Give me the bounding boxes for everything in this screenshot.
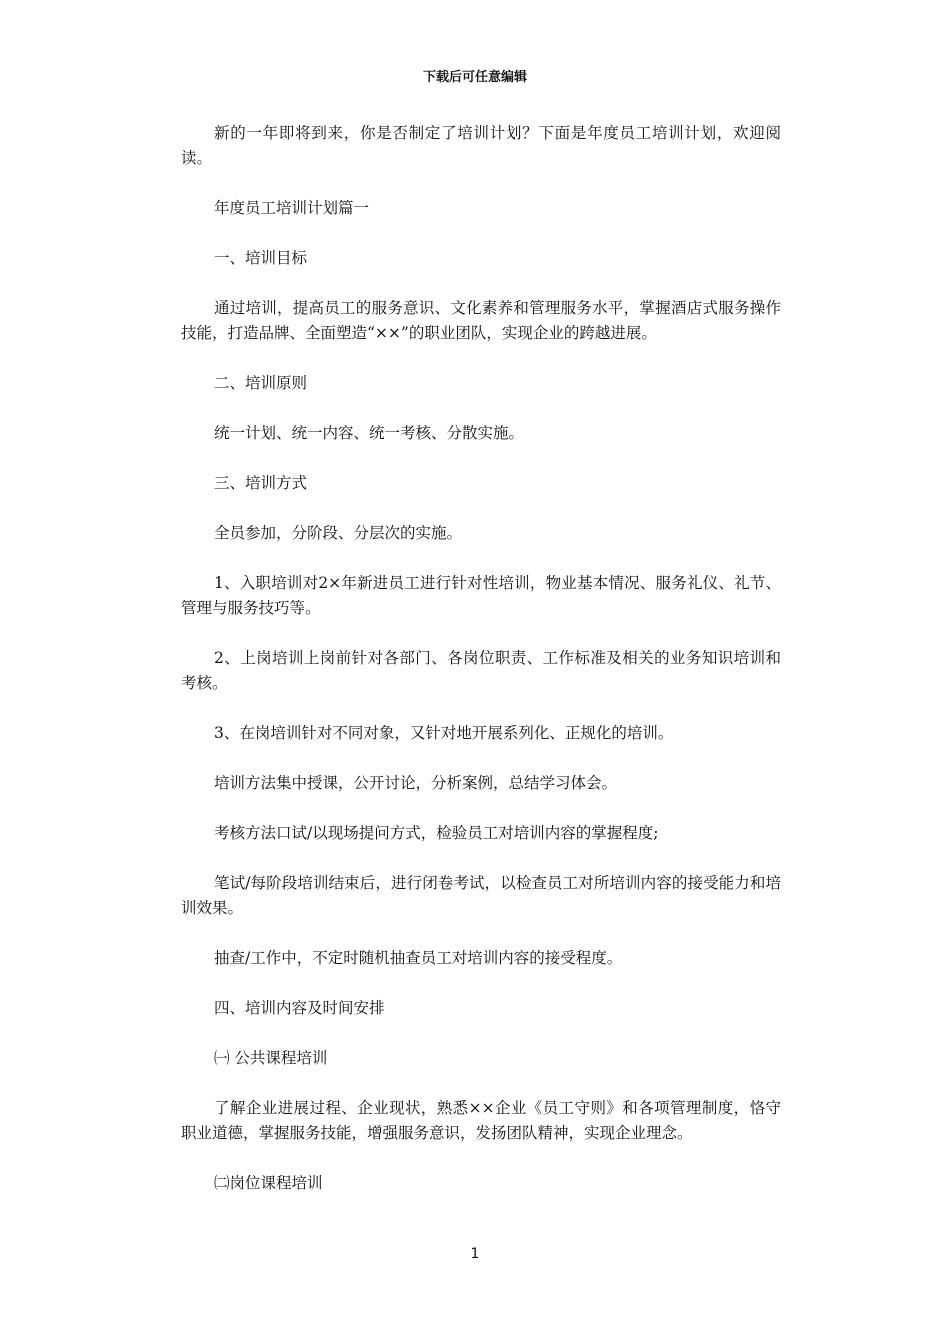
assessment-written-paragraph: 笔试/每阶段培训结束后，进行闭卷考试，以检查员工对所培训内容的接受能力和培训效果。 (181, 874, 781, 917)
section-heading-principles: 二、培训原则 (214, 374, 308, 392)
section-heading-content-schedule: 四、培训内容及时间安排 (214, 999, 385, 1017)
methods-paragraph: 全员参加，分阶段、分层次的实施。 (214, 524, 463, 542)
subheading-public-courses: ㈠ 公共课程培训 (214, 1049, 328, 1067)
principles-paragraph: 统一计划、统一内容、统一考核、分散实施。 (214, 424, 525, 442)
training-method-paragraph: 培训方法集中授课，公开讨论，分析案例，总结学习体会。 (214, 774, 618, 792)
assessment-spot-check-paragraph: 抽查/工作中，不定时随机抽查员工对培训内容的接受程度。 (214, 949, 623, 967)
subheading-position-courses: ㈡岗位课程培训 (214, 1174, 323, 1192)
assessment-oral-paragraph: 考核方法口试/以现场提问方式，检验员工对培训内容的掌握程度; (214, 824, 659, 842)
page-number: 1 (470, 1246, 480, 1262)
section-heading-methods: 三、培训方式 (214, 474, 308, 492)
plan-title: 年度员工培训计划篇一 (214, 199, 370, 217)
public-courses-paragraph: 了解企业进展过程、企业现状，熟悉××企业《员工守则》和各项管理制度，恪守职业道德，掌握服务技能，增强服务意识，发扬团队精神，实现企业理念。 (181, 1099, 781, 1142)
list-item-onboarding: 1、入职培训对2×年新进员工进行针对性培训，物业基本情况、服务礼仪、礼节、管理与服务技巧等。 (181, 574, 781, 617)
list-item-pre-job: 2、上岗培训上岗前针对各部门、各岗位职责、工作标准及相关的业务知识培训和考核。 (181, 649, 781, 692)
intro-paragraph: 新的一年即将到来，你是否制定了培训计划？下面是年度员工培训计划，欢迎阅读。 (181, 124, 781, 167)
goals-paragraph: 通过培训，提高员工的服务意识、文化素养和管理服务水平，掌握酒店式服务操作技能，打造品牌、全面塑造“××”的职业团队，实现企业的跨越进展。 (181, 299, 781, 342)
section-heading-goals: 一、培训目标 (214, 249, 308, 267)
document-body (181, 121, 781, 1221)
list-item-on-job: 3、在岗培训针对不同对象，又针对地开展系列化、正规化的培训。 (214, 724, 674, 742)
download-note: 下载后可任意编辑 (422, 70, 527, 85)
